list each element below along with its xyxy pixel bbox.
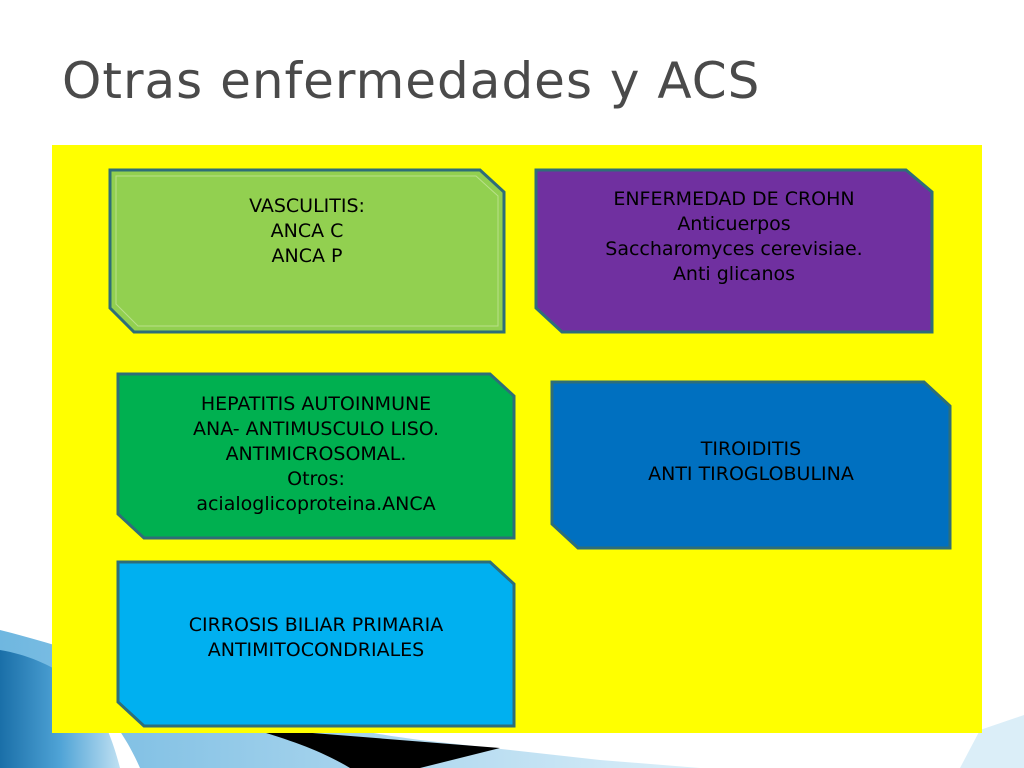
tiroiditis-line-2: ANTI TIROGLOBULINA: [648, 462, 854, 485]
hepatitis-line-1: HEPATITIS AUTOINMUNE: [200, 392, 432, 415]
hepatitis-line-4: Otros:: [287, 467, 345, 490]
crohn-line-2: Anticuerpos: [677, 213, 791, 235]
cirrosis-line-1: CIRROSIS BILIAR PRIMARIA: [188, 614, 444, 636]
cirrosis-box: [116, 560, 516, 728]
tiroiditis-box: [550, 380, 952, 550]
vasculitis-line-1: VASCULITIS:: [249, 194, 365, 217]
vasculitis-line-2: ANCA C: [270, 219, 344, 242]
cirrosis-line-2: ANTIMITOCONDRIALES: [207, 639, 425, 661]
crohn-line-3: Saccharomyces cerevisiae.: [605, 238, 863, 260]
hepatitis-box: [116, 372, 516, 540]
hepatitis-line-3: ANTIMICROSOMAL.: [225, 442, 407, 465]
hepatitis-line-2: ANA- ANTIMUSCULO LISO.: [192, 417, 440, 440]
crohn-line-4: Anti glicanos: [672, 263, 796, 285]
tiroiditis-line-1: TIROIDITIS: [700, 437, 802, 460]
crohn-line-1: ENFERMEDAD DE CROHN: [613, 188, 855, 210]
vasculitis-box: [108, 168, 506, 334]
hepatitis-line-5: acialoglicoproteina.ANCA: [196, 492, 436, 515]
crohn-box: [534, 168, 934, 334]
vasculitis-line-3: ANCA P: [271, 244, 343, 267]
slide-title: Otras enfermedades y ACS: [62, 52, 761, 110]
